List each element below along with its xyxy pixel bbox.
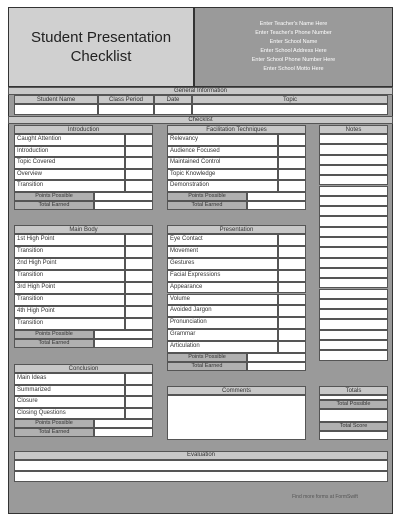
presentation-score-field[interactable]: [278, 317, 306, 329]
notes-line[interactable]: [319, 216, 388, 226]
conclusion-item: Closure: [14, 396, 125, 408]
school-phone[interactable]: Enter School Phone Number Here: [251, 57, 336, 63]
checklist-heading: Checklist: [8, 116, 393, 124]
conclusion-score-field[interactable]: [125, 373, 153, 385]
facilitation-item: Relevancy: [167, 134, 278, 146]
conclusion-total-earned-field[interactable]: [94, 428, 153, 437]
main-body-total-earned-field[interactable]: [94, 339, 153, 348]
facilitation-item: Maintained Control: [167, 157, 278, 169]
notes-line[interactable]: [319, 165, 388, 175]
student-name-field[interactable]: [14, 104, 98, 115]
conclusion-points-possible-label: Points Possible: [14, 419, 94, 428]
main-body-score-field[interactable]: [125, 318, 153, 330]
presentation-item: Appearance: [167, 282, 278, 294]
facilitation-item: Audience Focused: [167, 146, 278, 158]
notes-line[interactable]: [319, 340, 388, 350]
date-field[interactable]: [154, 104, 192, 115]
presentation-points-possible-label: Points Possible: [167, 353, 247, 362]
introduction-points-possible-label: Points Possible: [14, 192, 94, 201]
presentation-score-field[interactable]: [278, 294, 306, 306]
presentation-score-field[interactable]: [278, 282, 306, 294]
teacher-phone[interactable]: Enter Teacher's Phone Number: [255, 30, 332, 36]
col-topic: Topic: [192, 95, 388, 104]
totals-heading: Totals: [319, 386, 388, 395]
main-body-item: 2nd High Point: [14, 258, 125, 270]
presentation-item: Gestures: [167, 258, 278, 270]
comments-field[interactable]: [167, 395, 306, 440]
introduction-score-field[interactable]: [125, 146, 153, 158]
introduction-score-field[interactable]: [125, 157, 153, 169]
presentation-item: Volume: [167, 294, 278, 306]
facilitation-score-field[interactable]: [278, 146, 306, 158]
presentation-item: Eye Contact: [167, 234, 278, 246]
notes-line[interactable]: [319, 299, 388, 309]
presentation-total-earned-field[interactable]: [247, 362, 306, 371]
notes-line[interactable]: [319, 350, 388, 360]
notes-line[interactable]: [319, 134, 388, 144]
presentation-item: Grammar: [167, 329, 278, 341]
total-score-field[interactable]: [319, 431, 388, 440]
presentation-score-field[interactable]: [278, 258, 306, 270]
main-body-item: Transition: [14, 294, 125, 306]
main-body-total-earned-label: Total Earned: [14, 339, 94, 348]
conclusion-score-field[interactable]: [125, 396, 153, 408]
title-line-2: Checklist: [70, 48, 132, 65]
teacher-name[interactable]: Enter Teacher's Name Here: [259, 21, 328, 27]
notes-line[interactable]: [319, 237, 388, 247]
conclusion-heading: Conclusion: [14, 364, 153, 373]
facilitation-score-field[interactable]: [278, 157, 306, 169]
introduction-points-possible-field[interactable]: [94, 192, 153, 201]
conclusion-item: Closing Questions: [14, 408, 125, 420]
school-name[interactable]: Enter School Name: [269, 39, 318, 45]
facilitation-points-possible-label: Points Possible: [167, 192, 247, 201]
conclusion-score-field[interactable]: [125, 408, 153, 420]
presentation-score-field[interactable]: [278, 270, 306, 282]
introduction-item: Transition: [14, 180, 125, 192]
introduction-item: Topic Covered: [14, 157, 125, 169]
introduction-score-field[interactable]: [125, 180, 153, 192]
conclusion-total-earned-label: Total Earned: [14, 428, 94, 437]
conclusion-item: Main Ideas: [14, 373, 125, 385]
school-motto[interactable]: Enter School Motto Here: [263, 66, 324, 72]
col-date: Date: [154, 95, 192, 104]
comments-heading: Comments: [167, 386, 306, 395]
main-body-score-field[interactable]: [125, 246, 153, 258]
presentation-heading: Presentation: [167, 225, 306, 234]
title-box: [8, 7, 194, 87]
presentation-points-possible-field[interactable]: [247, 353, 306, 362]
notes-line[interactable]: [319, 206, 388, 216]
presentation-item: Pronunciation: [167, 317, 278, 329]
evaluation-heading: Evaluation: [14, 451, 388, 460]
presentation-score-field[interactable]: [278, 341, 306, 353]
facilitation-total-earned-label: Total Earned: [167, 201, 247, 210]
facilitation-score-field[interactable]: [278, 180, 306, 192]
conclusion-score-field[interactable]: [125, 385, 153, 397]
presentation-item: Facial Expressions: [167, 270, 278, 282]
main-body-score-field[interactable]: [125, 282, 153, 294]
introduction-score-field[interactable]: [125, 169, 153, 181]
conclusion-points-possible-field[interactable]: [94, 419, 153, 428]
facilitation-item: Demonstration: [167, 180, 278, 192]
main-body-item: Transition: [14, 246, 125, 258]
notes-line[interactable]: [319, 196, 388, 206]
col-class-period: Class Period: [98, 95, 154, 104]
notes-line[interactable]: [319, 247, 388, 257]
facilitation-points-possible-field[interactable]: [247, 192, 306, 201]
notes-line[interactable]: [319, 227, 388, 237]
presentation-score-field[interactable]: [278, 329, 306, 341]
total-possible-label: Total Possible: [319, 400, 388, 409]
main-body-score-field[interactable]: [125, 306, 153, 318]
facilitation-score-field[interactable]: [278, 134, 306, 146]
notes-line[interactable]: [319, 309, 388, 319]
notes-line[interactable]: [319, 175, 388, 185]
main-body-score-field[interactable]: [125, 258, 153, 270]
teacher-info-box: [194, 7, 393, 87]
title-line-1: Student Presentation: [30, 29, 172, 46]
introduction-total-earned-field[interactable]: [94, 201, 153, 210]
notes-line[interactable]: [319, 186, 388, 196]
notes-line[interactable]: [319, 330, 388, 340]
introduction-item: Introduction: [14, 146, 125, 158]
notes-heading: Notes: [319, 125, 388, 134]
introduction-heading: Introduction: [14, 125, 153, 134]
main-body-item: Transition: [14, 270, 125, 282]
main-body-item: 3rd High Point: [14, 282, 125, 294]
col-student-name: Student Name: [14, 95, 98, 104]
facilitation-item: Topic Knowledge: [167, 169, 278, 181]
total-possible-field[interactable]: [319, 409, 388, 422]
presentation-item: Articulation: [167, 341, 278, 353]
presentation-item: Movement: [167, 246, 278, 258]
presentation-score-field[interactable]: [278, 305, 306, 317]
footer-text: Find more forms at FormSwift: [292, 494, 358, 500]
presentation-total-earned-label: Total Earned: [167, 362, 247, 371]
evaluation-line-2[interactable]: [14, 471, 388, 482]
main-body-score-field[interactable]: [125, 294, 153, 306]
total-score-label: Total Score: [319, 422, 388, 431]
class-period-field[interactable]: [98, 104, 154, 115]
school-address[interactable]: Enter School Address Here: [260, 48, 327, 54]
presentation-item: Avoided Jargon: [167, 305, 278, 317]
notes-line[interactable]: [319, 289, 388, 299]
main-body-points-possible-field[interactable]: [94, 330, 153, 339]
notes-line[interactable]: [319, 144, 388, 154]
main-body-item: 1st High Point: [14, 234, 125, 246]
introduction-total-earned-label: Total Earned: [14, 201, 94, 210]
introduction-item: Caught Attention: [14, 134, 125, 146]
facilitation-score-field[interactable]: [278, 169, 306, 181]
main-body-heading: Main Body: [14, 225, 153, 234]
general-info-heading: General Information: [8, 87, 393, 95]
facilitation-heading: Facilitation Techniques: [167, 125, 306, 134]
introduction-score-field[interactable]: [125, 134, 153, 146]
evaluation-line-1[interactable]: [14, 460, 388, 471]
main-body-score-field[interactable]: [125, 234, 153, 246]
introduction-item: Overview: [14, 169, 125, 181]
conclusion-item: Summarized: [14, 385, 125, 397]
notes-line[interactable]: [319, 258, 388, 268]
presentation-score-field[interactable]: [278, 246, 306, 258]
notes-line[interactable]: [319, 278, 388, 288]
topic-field[interactable]: [192, 104, 388, 115]
notes-line[interactable]: [319, 268, 388, 278]
notes-line[interactable]: [319, 155, 388, 165]
notes-line[interactable]: [319, 319, 388, 329]
main-body-score-field[interactable]: [125, 270, 153, 282]
main-body-item: Transition: [14, 318, 125, 330]
main-body-item: 4th High Point: [14, 306, 125, 318]
main-body-points-possible-label: Points Possible: [14, 330, 94, 339]
facilitation-total-earned-field[interactable]: [247, 201, 306, 210]
presentation-score-field[interactable]: [278, 234, 306, 246]
